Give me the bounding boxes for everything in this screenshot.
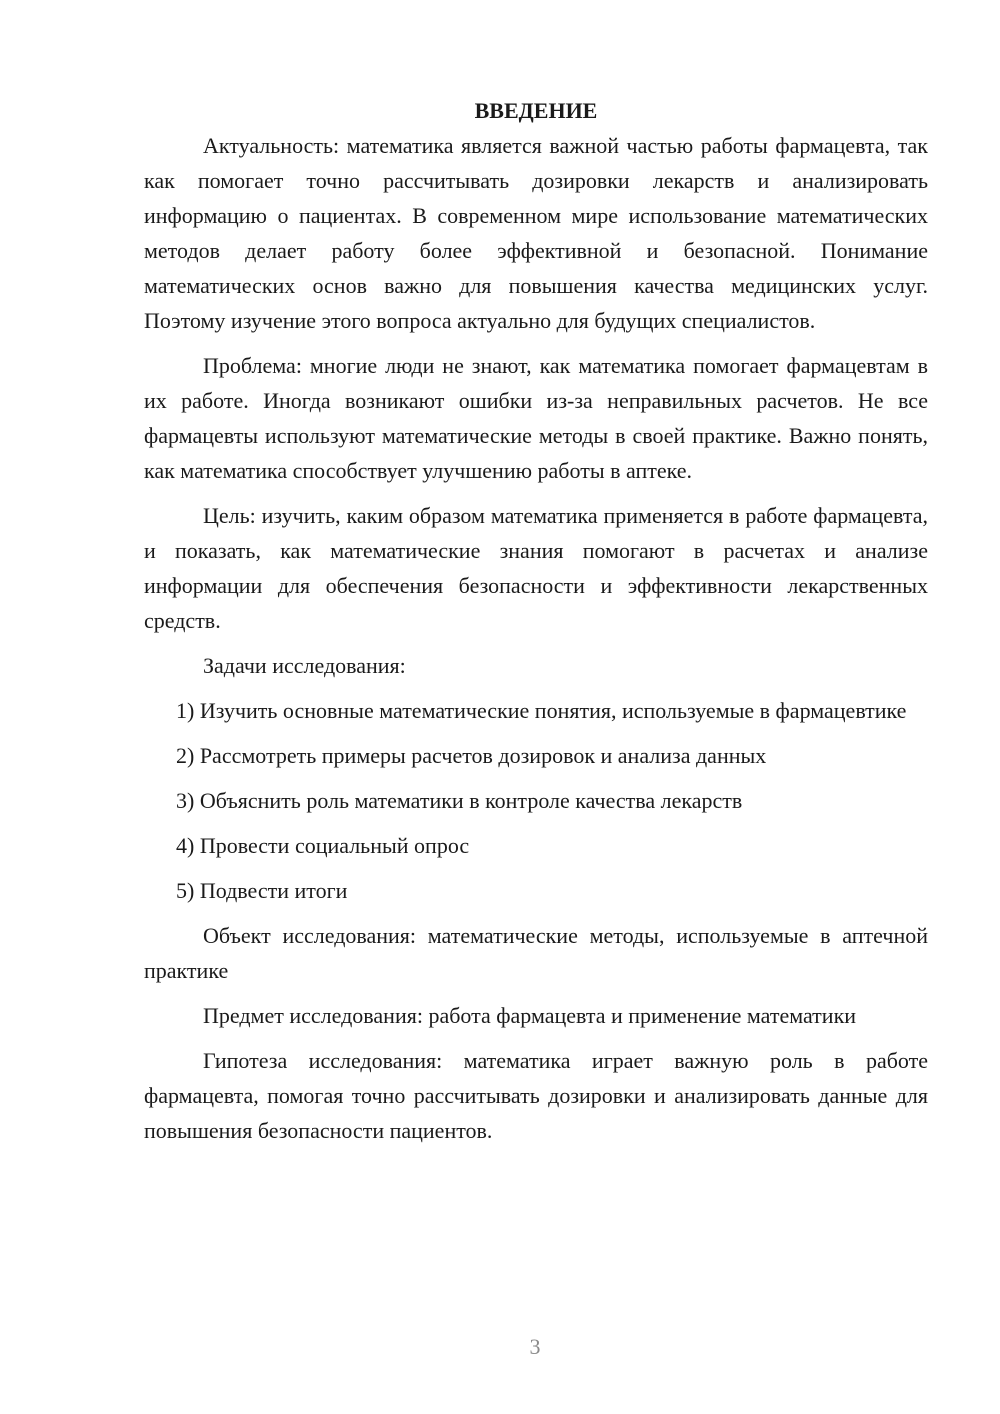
task-item-1: 1) Изучить основные математические понятия, используемые в фармацевтике (176, 698, 907, 723)
tasks-heading: Задачи исследования: (203, 653, 406, 678)
task-item-2: 2) Рассмотреть примеры расчетов дозировок и анализа данных (176, 743, 767, 768)
task-item-3: 3) Объяснить роль математики в контроле качества лекарств (176, 788, 743, 813)
page-content (144, 96, 928, 1158)
paragraph-problem: Проблема: многие люди не знают, как математика помогает фармацевтам в их работе. Иногда возникают ошибки из-за неправильных расчетов. Не все фармацевты используют математические методы в своей практике. Важно понять, как математика способствует улучшению работы в аптеке. (144, 353, 928, 483)
paragraph-subject: Предмет исследования: работа фармацевта и применение математики (203, 1003, 857, 1028)
paragraph-goal: Цель: изучить, каким образом математика применяется в работе фармацевта, и показать, как математические знания помогают в расчетах и анализе информации для обеспечения безопасности и эффективности лекарственных средств. (144, 503, 928, 633)
paragraph-hypothesis: Гипотеза исследования: математика играет важную роль в работе фармацевта, помогая точно рассчитывать дозировки и анализировать данные для повышения безопасности пациентов. (144, 1048, 928, 1143)
page-title: ВВЕДЕНИЕ (474, 98, 598, 123)
page-number: 3 (529, 1334, 541, 1359)
paragraph-object: Объект исследования: математические методы, используемые в аптечной практике (144, 923, 928, 983)
task-item-4: 4) Провести социальный опрос (176, 833, 470, 858)
task-item-5: 5) Подвести итоги (176, 878, 348, 903)
paragraph-relevance: Актуальность: математика является важной частью работы фармацевта, так как помогает точно рассчитывать дозировки лекарств и анализировать информацию о пациентах. В современном мире использование математических методов делает работу более эффективной и безопасной. Понимание математических основ важно для повышения качества медицинских услуг. Поэтому изучение этого вопроса актуально для будущих специалистов. (144, 133, 928, 333)
